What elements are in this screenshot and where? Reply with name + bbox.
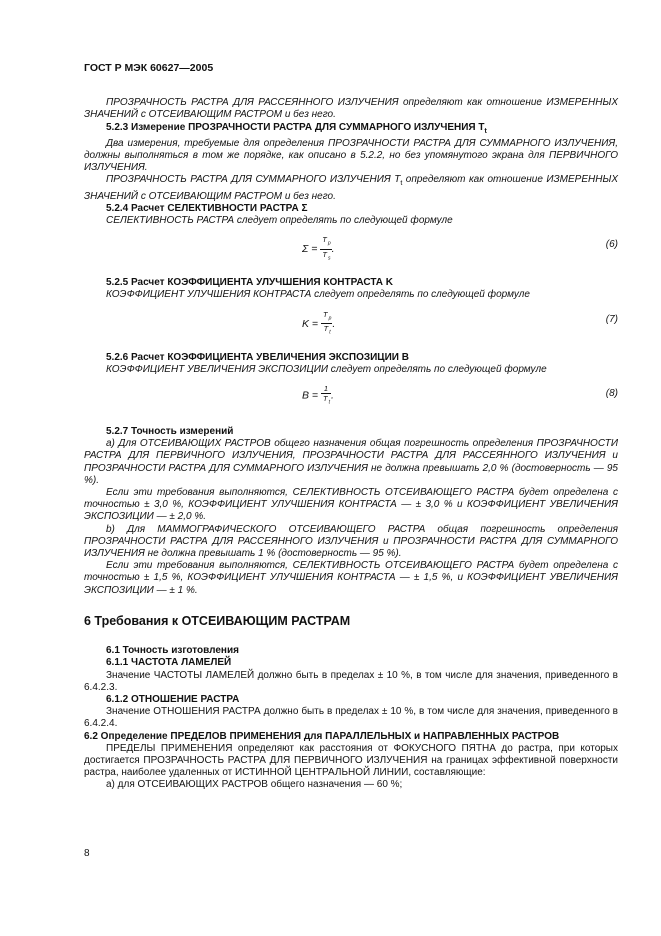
- heading-5-2-3: [84, 122, 618, 138]
- paragraph-scatter-transparency: ПРОЗРАЧНОСТЬ РАСТРА ДЛЯ РАССЕЯННОГО ИЗЛУЧЕНИЯ определяют как отношение ИЗМЕРЕННЫХ ЗНАЧЕНИЙ с ОТСЕИВАЮЩИМ РАСТРОМ и без него.: [84, 97, 618, 121]
- document-page: [84, 62, 618, 792]
- paragraph-6-1-1: Значение ЧАСТОТЫ ЛАМЕЛЕЙ должно быть в пределах ± 10 %, в том числе для значения, приведенного в 6.4.2.3.: [84, 669, 618, 693]
- text-subscript: t: [400, 180, 403, 188]
- numerator: 1: [321, 384, 331, 394]
- denominator: $T_s$: [322, 249, 331, 262]
- formula-7: [84, 306, 618, 336]
- text-part: ПРОЗРАЧНОСТЬ РАСТРА ДЛЯ СУММАРНОГО ИЗЛУЧЕНИЯ T: [106, 174, 401, 186]
- formula-period: .: [331, 243, 335, 256]
- page-number: 8: [84, 848, 90, 859]
- formula-fraction: [321, 310, 332, 338]
- numerator: $T_p$: [321, 310, 332, 325]
- paragraph-5-2-6: КОЭФФИЦИЕНТ УВЕЛИЧЕНИЯ ЭКСПОЗИЦИИ следует определять по следующей формуле: [106, 363, 547, 375]
- formula-lhs: K =: [302, 317, 319, 330]
- paragraph-5-2-3-2: [84, 174, 618, 202]
- paragraph-5-2-7-b2: Если эти требования выполняются, СЕЛЕКТИВНОСТЬ ОТСЕИВАЮЩЕГО РАСТРА будет определена с точностью ± 1,5 %, КОЭФФИЦИЕНТ УЛУЧШЕНИЯ КОНТРАСТА — ± 1,5 %, и КОЭФФИЦИЕНТ УВЕЛИЧЕНИЯ ЭКСПОЗИЦИИ — ± 1 %.: [84, 560, 618, 596]
- paragraph-5-2-4: СЕЛЕКТИВНОСТЬ РАСТРА следует определять по следующей формуле: [106, 215, 453, 227]
- section-6-title: 6 Требования к ОТСЕИВАЮЩИМ РАСТРАМ: [84, 613, 351, 628]
- paragraph-6-1-2: Значение ОТНОШЕНИЯ РАСТРА должно быть в пределах ± 10 %, в том числе для значения, приведенного в 6.4.2.4.: [84, 706, 618, 730]
- formula-number: (8): [605, 388, 618, 400]
- paragraph-6-2: ПРЕДЕЛЫ ПРИМЕНЕНИЯ определяют как расстояния от ФОКУСНОГО ПЯТНА до растра, при которых достигается ПРОЗРАЧНОСТЬ РАСТРА ДЛЯ ПЕРВИЧНОГО ИЗЛУЧЕНИЯ на границах эффективной поверхности растра, наиболее удаленных от ИСТИННОЙ ЦЕНТРАЛЬНОЙ ЛИНИИ, составляющие:: [84, 742, 618, 779]
- formula-number: (7): [605, 313, 618, 325]
- denominator: $T_t$: [322, 394, 330, 406]
- paragraph-6-2-a: а) для ОТСЕИВАЮЩИХ РАСТРОВ общего назначения — 60 %;: [106, 779, 403, 791]
- heading-5-2-6: 5.2.6 Расчет КОЭФФИЦИЕНТА УВЕЛИЧЕНИЯ ЭКСПОЗИЦИИ B: [106, 351, 409, 363]
- formula-8: [84, 380, 618, 410]
- heading-6-2: 6.2 Определение ПРЕДЕЛОВ ПРИМЕНЕНИЯ для ПАРАЛЛЕЛЬНЫХ и НАПРАВЛЕННЫХ РАСТРОВ: [84, 730, 560, 742]
- text-part: определяют как отношение ИЗМЕРЕННЫХ ЗНАЧЕНИЙ с ОТСЕИВАЮЩИМ РАСТРОМ и без него.: [84, 174, 618, 202]
- formula-period: .: [330, 389, 334, 402]
- formula-fraction: [321, 384, 331, 408]
- formula-expression: [302, 310, 335, 338]
- formula-expression: [302, 384, 334, 408]
- heading-5-2-5: 5.2.5 Расчет КОЭФФИЦИЕНТА УЛУЧШЕНИЯ КОНТРАСТА K: [106, 277, 394, 289]
- formula-lhs: B =: [302, 389, 319, 402]
- heading-6-1-2: 6.1.2 ОТНОШЕНИЕ РАСТРА: [106, 693, 240, 705]
- numerator: $T_p$: [320, 235, 331, 250]
- formula-fraction: [320, 235, 331, 263]
- paragraph-5-2-7-a2: Если эти требования выполняются, СЕЛЕКТИВНОСТЬ ОТСЕИВАЮЩЕГО РАСТРА будет определена с точностью ± 3,0 %, КОЭФФИЦИЕНТ УЛУЧШЕНИЯ КОНТРАСТА — ± 3,0 % и КОЭФФИЦИЕНТ УВЕЛИЧЕНИЯ ЭКСПОЗИЦИИ — ± 2,0 %.: [84, 487, 618, 523]
- paragraph-5-2-5: КОЭФФИЦИЕНТ УЛУЧШЕНИЯ КОНТРАСТА следует определять по следующей формуле: [106, 289, 530, 301]
- formula-number: (6): [605, 239, 618, 251]
- denominator: $T_t$: [323, 324, 331, 336]
- heading-6-1: 6.1 Точность изготовления: [106, 645, 239, 657]
- formula-6: [84, 231, 618, 261]
- paragraph-5-2-3-1: Два измерения, требуемые для определения ПРОЗРАЧНОСТИ РАСТРА ДЛЯ СУММАРНОГО ИЗЛУЧЕНИЯ, должны выполняться в том же порядке, как описано в 5.2.2, но без упомянутого экрана для ПЕРВИЧНОГО ИЗЛУЧЕНИЯ.: [84, 137, 618, 174]
- heading-subscript: t: [484, 127, 487, 135]
- paragraph-5-2-7-a: а) Для ОТСЕИВАЮЩИХ РАСТРОВ общего назначения общая погрешность определения ПРОЗРАЧНОСТИ РАСТРА ДЛЯ ПЕРВИЧНОГО ИЗЛУЧЕНИЯ, ПРОЗРАЧНОСТИ РАСТРА ДЛЯ РАССЕЯННОГО ИЗЛУЧЕНИЯ и ПРОЗРАЧНОСТИ РАСТРА ДЛЯ СУММАРНОГО ИЗЛУЧЕНИЯ не должна превышать 2,0 % (достоверность — 95 %).: [84, 438, 618, 486]
- formula-expression: [302, 235, 335, 263]
- paragraph-5-2-7-b: b) Для МАММОГРАФИЧЕСКОГО ОТСЕИВАЮЩЕГО РАСТРА общая погрешность определения ПРОЗРАЧНОСТИ РАСТРА ДЛЯ РАССЕЯННОГО ИЗЛУЧЕНИЯ и ПРОЗРАЧНОСТИ РАСТРА ДЛЯ СУММАРНОГО ИЗЛУЧЕНИЯ не должна превышать 1 % (достоверность — 95 %).: [84, 523, 618, 560]
- heading-text: 5.2.3 Измерение ПРОЗРАЧНОСТИ РАСТРА ДЛЯ СУММАРНОГО ИЗЛУЧЕНИЯ T: [106, 121, 485, 133]
- heading-5-2-7: 5.2.7 Точность измерений: [106, 426, 234, 438]
- heading-6-1-1: 6.1.1 ЧАСТОТА ЛАМЕЛЕЙ: [106, 657, 232, 669]
- formula-period: .: [332, 317, 336, 330]
- document-header: ГОСТ Р МЭК 60627—2005: [84, 62, 214, 74]
- formula-lhs: Σ =: [302, 243, 318, 256]
- heading-5-2-4: 5.2.4 Расчет СЕЛЕКТИВНОСТИ РАСТРА Σ: [106, 202, 308, 214]
